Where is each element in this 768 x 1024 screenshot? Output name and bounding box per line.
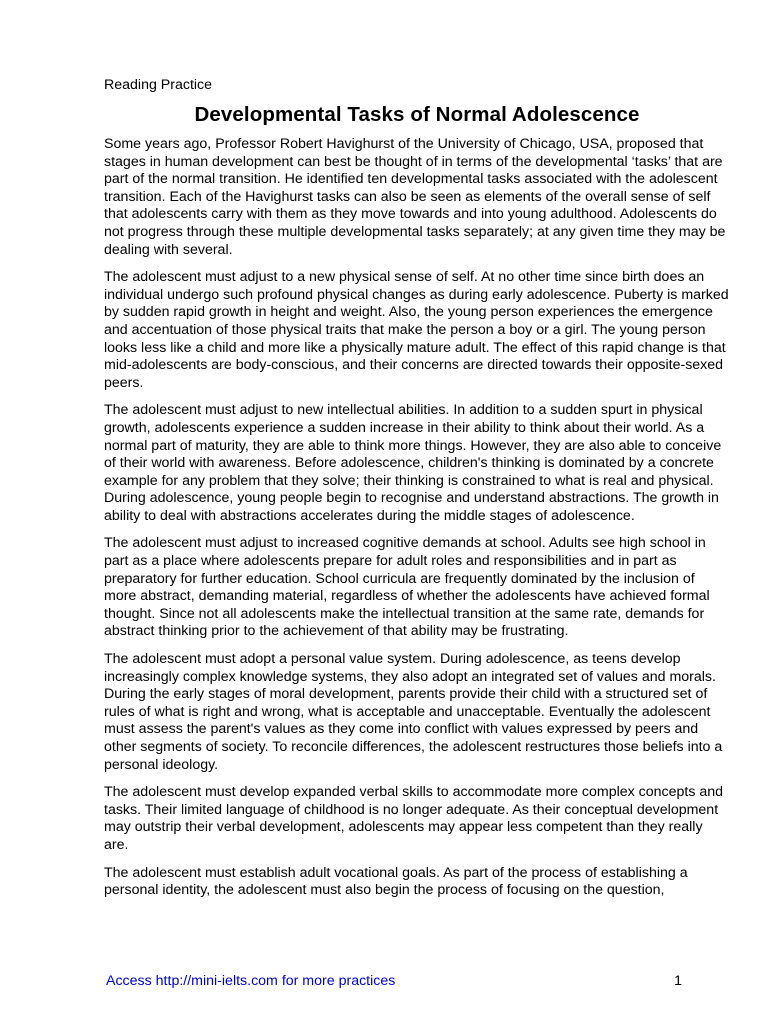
page-number: 1 [674,973,682,989]
paragraph-5: The adolescent must adopt a personal value system. During adolescence, as teens develop increasingly complex knowledge systems, they also adopt an integrated set of values and morals. During the early stages of moral development, parents provide their child with a structured set of rules of what is right and wrong, what is acceptable and unacceptable. Eventually the adolescent must assess the parent's values as they come into conflict with values expressed by peers and other segments of society. To reconcile differences, the adolescent restructures those beliefs into a personal ideology. [104,651,723,773]
header-label: Reading Practice [104,77,213,93]
paragraph-7: The adolescent must establish adult vocational goals. As part of the process of establishing a personal identity, the adolescent must also begin the process of focusing on the question, [104,864,688,899]
paragraph-1: Some years ago, Professor Robert Havighurst of the University of Chicago, USA, proposed that stages in human development can best be thought of in terms of the developmental ‘tasks’ that are part of the normal transition. He identified ten developmental tasks associated with the adolescent transition. Each of the Havighurst tasks can also be seen as elements of the overall sense of self that adolescents carry with them as they move towards and into young adulthood. Adolescents do not progress through these multiple developmental tasks separately; at any given time they may be dealing with several. [104,136,726,258]
footer-link[interactable]: Access http://mini-ielts.com for more practices [106,973,396,989]
paragraph-4: The adolescent must adjust to increased cognitive demands at school. Adults see high school in part as a place where adolescents prepare for adult roles and responsibilities and in part as preparatory for further education. School curricula are frequently dominated by the inclusion of more abstract, demanding material, regardless of whether the adolescents have achieved formal thought. Since not all adolescents make the intellectual transition at the same rate, demands for abstract thinking prior to the achievement of that ability may be frustrating. [104,535,710,640]
paragraph-2: The adolescent must adjust to a new physical sense of self. At no other time since birth does an individual undergo such profound physical changes as during early adolescence. Puberty is marked by sudden rapid growth in height and weight. Also, the young person experiences the emergence and accentuation of those physical traits that make the person a boy or a girl. The young person looks less like a child and more like a physically mature adult. The effect of this rapid change is that mid-adolescents are body-conscious, and their concerns are directed towards their opposite-sexed peers. [104,269,729,391]
paragraph-6: The adolescent must develop expanded verbal skills to accommodate more complex concepts and tasks. Their limited language of childhood is no longer adequate. As their conceptual development may outstrip their verbal development, adolescents may appear less competent than they really are. [104,784,724,853]
page-footer [106,972,682,990]
document-page [104,76,730,910]
paragraph-3: The adolescent must adjust to new intellectual abilities. In addition to a sudden spurt in physical growth, adolescents experience a sudden increase in their ability to think about their world. As a normal part of maturity, they are able to think more things. However, they are also able to conceive of their world with awareness. Before adolescence, children's thinking is dominated by a concrete example for any problem that they solve; their thinking is constrained to what is real and physical. During adolescence, young people begin to recognise and understand abstractions. The growth in ability to deal with abstractions accelerates during the middle stages of adolescence. [104,402,722,524]
document-title: Developmental Tasks of Normal Adolescence [194,103,640,126]
